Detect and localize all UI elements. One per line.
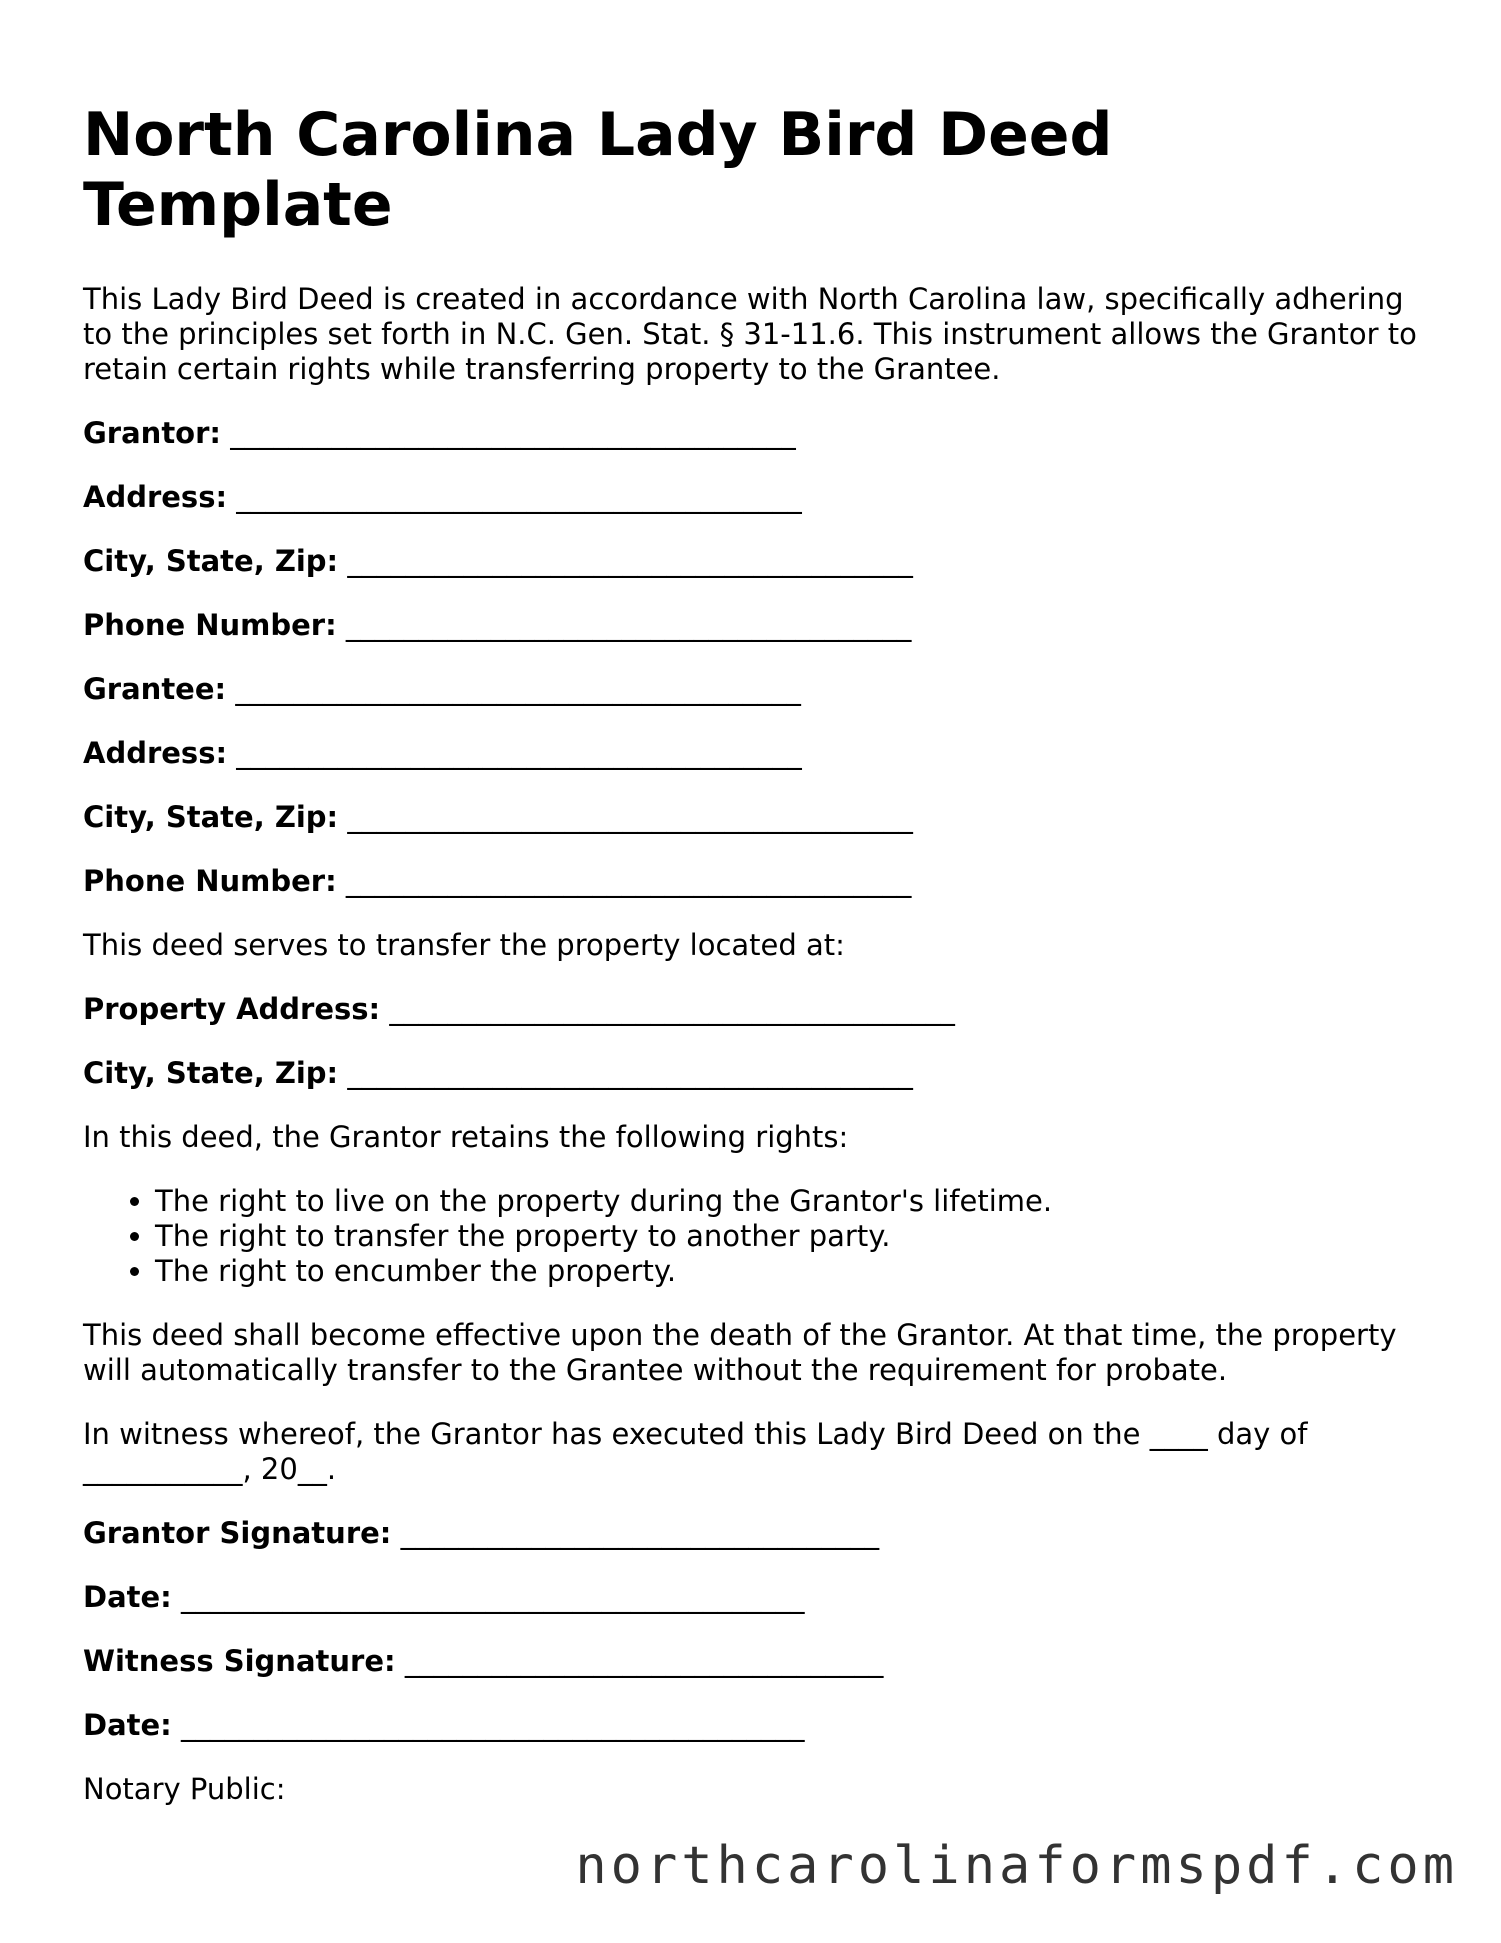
grantor-name-blank[interactable]: _______________________________________ — [230, 416, 796, 450]
grantor-city-label: City, State, Zip: — [83, 544, 339, 578]
rights-list-item: • The right to encumber the property. — [155, 1254, 1423, 1289]
grantor-name-field — [83, 416, 1423, 451]
grantee-address-blank[interactable]: _______________________________________ — [236, 736, 802, 770]
grantor-phone-label: Phone Number: — [83, 608, 337, 642]
grantor-city-blank[interactable]: _______________________________________ — [347, 544, 913, 578]
grantee-phone-blank[interactable]: _______________________________________ — [345, 864, 912, 898]
grantor-city-field — [83, 544, 1423, 579]
notary-label: Notary Public: — [83, 1772, 286, 1806]
property-city-field — [83, 1056, 1423, 1091]
effective-paragraph: This deed shall become effective upon the death of the Grantor. At that time, the property will automatically transfer to the Grantee without the requirement for probate. — [83, 1318, 1397, 1387]
witness-paragraph: In witness whereof, the Grantor has executed this Lady Bird Deed on the ____ day of ___________, 20__. — [83, 1417, 1308, 1486]
witness-signature-label: Witness Signature: — [83, 1644, 396, 1678]
document-title: North Carolina Lady Bird Deed Template — [83, 100, 1113, 240]
witness-signature-blank[interactable]: _________________________________ — [404, 1644, 884, 1678]
grantor-signature-label: Grantor Signature: — [83, 1516, 392, 1550]
site-watermark: northcarolinaformspdf.com — [575, 1836, 1458, 1896]
property-address-label: Property Address: — [83, 992, 381, 1026]
rights-list — [83, 1184, 1423, 1289]
document-page — [83, 100, 1423, 1807]
grantee-city-blank[interactable]: _______________________________________ — [347, 800, 913, 834]
rights-list-item: • The right to live on the property during the Grantor's lifetime. — [155, 1184, 1423, 1219]
grantee-name-label: Grantee: — [83, 672, 227, 706]
witness-date-field — [83, 1708, 1423, 1743]
grantee-name-blank[interactable]: _______________________________________ — [235, 672, 801, 706]
rights-intro: In this deed, the Grantor retains the following rights: — [83, 1120, 849, 1154]
property-city-blank[interactable]: _______________________________________ — [347, 1056, 913, 1090]
rights-list-item: • The right to transfer the property to another party. — [155, 1219, 1423, 1254]
intro-paragraph: This Lady Bird Deed is created in accordance with North Carolina law, specifically adhering to the principles set forth in N.C. Gen. Stat. § 31-11.6. This instrument allows the Grantor to retain certain rights while transferring property to the Grantee. — [83, 282, 1417, 386]
witness-signature-field — [83, 1644, 1423, 1679]
property-city-label: City, State, Zip: — [83, 1056, 339, 1090]
grantee-name-field — [83, 672, 1423, 707]
grantor-address-field — [83, 480, 1423, 515]
grantee-phone-label: Phone Number: — [83, 864, 337, 898]
grantor-name-label: Grantor: — [83, 416, 222, 450]
grantor-phone-field — [83, 608, 1423, 643]
grantor-phone-blank[interactable]: _______________________________________ — [345, 608, 912, 642]
grantor-date-blank[interactable]: ___________________________________________ — [181, 1580, 805, 1614]
grantee-city-field — [83, 800, 1423, 835]
property-address-blank[interactable]: _______________________________________ — [389, 992, 955, 1026]
grantee-phone-field — [83, 864, 1423, 899]
grantor-date-field — [83, 1580, 1423, 1615]
grantee-city-label: City, State, Zip: — [83, 800, 339, 834]
property-intro: This deed serves to transfer the property located at: — [83, 928, 845, 962]
grantee-address-field — [83, 736, 1423, 771]
grantee-address-label: Address: — [83, 736, 228, 770]
witness-date-label: Date: — [83, 1708, 172, 1742]
grantor-address-label: Address: — [83, 480, 228, 514]
property-address-field — [83, 992, 1423, 1027]
grantor-signature-blank[interactable]: _________________________________ — [400, 1516, 880, 1550]
grantor-signature-field — [83, 1516, 1423, 1551]
grantor-date-label: Date: — [83, 1580, 172, 1614]
grantor-address-blank[interactable]: _______________________________________ — [236, 480, 802, 514]
witness-date-blank[interactable]: ___________________________________________ — [181, 1708, 805, 1742]
